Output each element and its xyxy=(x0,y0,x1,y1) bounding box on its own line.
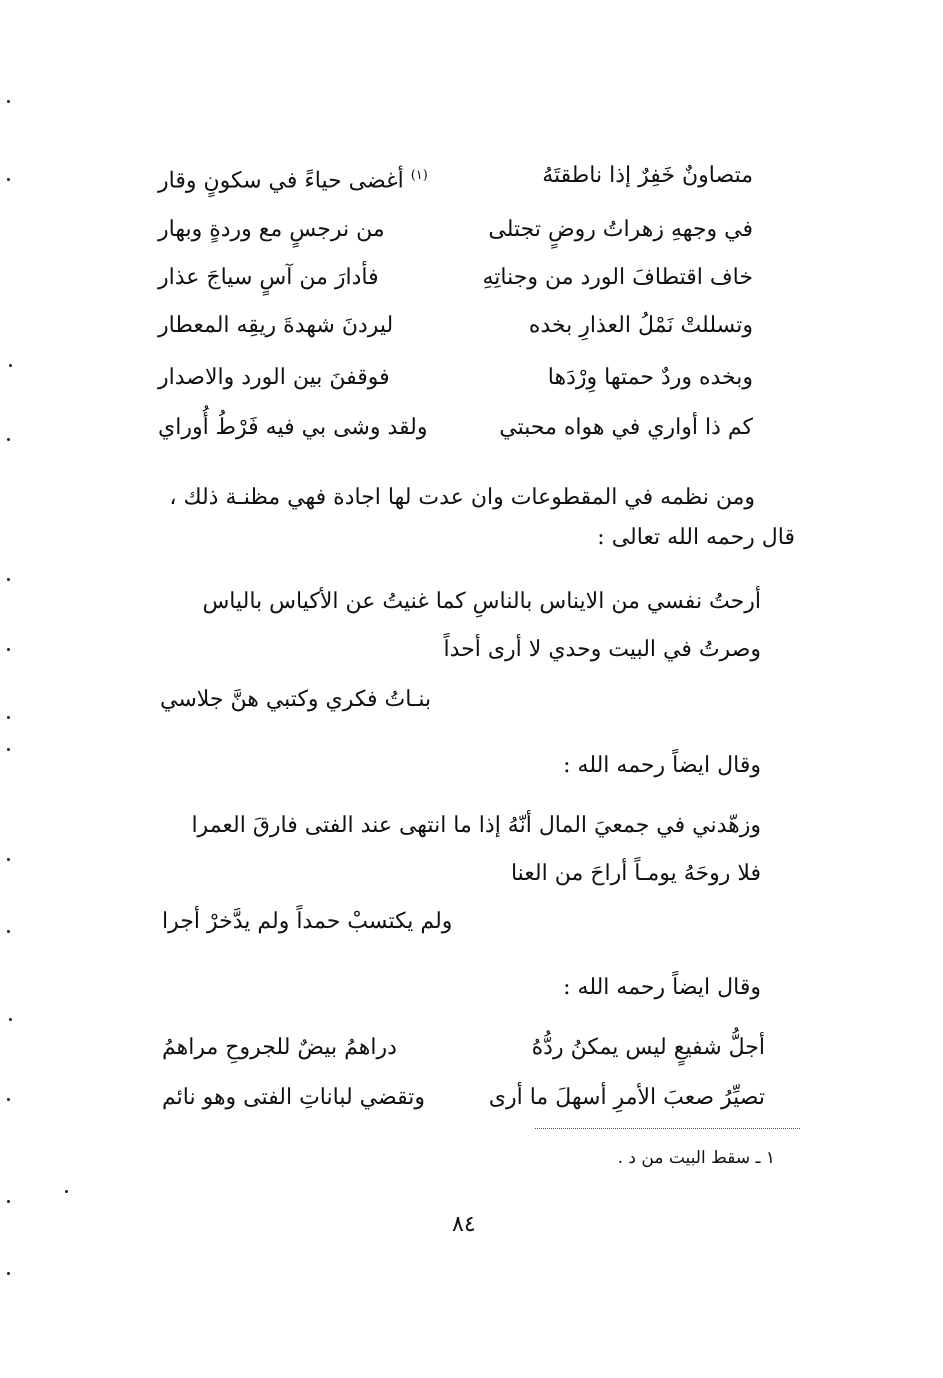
scan-speck xyxy=(65,1190,68,1193)
page-number: ٨٤ xyxy=(452,1212,476,1237)
verse-hemistich-left: وتقضي لباناتِ الفتى وهو نائم xyxy=(162,1085,425,1110)
verse-hemistich-left: فأدارَ من آسٍ سياجَ عذار xyxy=(158,265,379,290)
verse-line: وصرتُ في البيت وحدي لا أرى أحداً xyxy=(443,637,761,662)
footnote-divider xyxy=(535,1128,800,1129)
prose-intro-continued: قال رحمه الله تعالى : xyxy=(597,525,795,550)
verse-hemistich-left: من نرجسٍ مع وردةٍ وبهار xyxy=(158,217,385,242)
verse-hemistich-right: وتسللتْ نَمْلُ العذارِ بخده xyxy=(528,313,753,338)
prose-intro: وقال ايضاً رحمه الله : xyxy=(563,753,761,778)
scan-speck xyxy=(7,578,10,581)
verse-hemistich-right: خاف اقتطافَ الورد من وجناتِهِ xyxy=(482,265,753,290)
scan-speck xyxy=(7,438,10,441)
verse-hemistich-right: في وجههِ زهراتُ روضٍ تجتلى xyxy=(488,217,753,242)
verse-hemistich-text: أغضى حياءً في سكونٍ وقار xyxy=(158,168,404,194)
verse-hemistich-left: دراهمُ بيضٌ للجروحِ مراهمُ xyxy=(162,1035,397,1060)
verse-hemistich-right: متصاونٌ خَفِرٌ إذا ناطقتَهُ xyxy=(542,163,753,188)
scan-speck xyxy=(7,858,10,861)
prose-intro: وقال ايضاً رحمه الله : xyxy=(563,975,761,1000)
verse-hemistich-left xyxy=(158,160,428,197)
footnote-ref: (١) xyxy=(410,168,428,183)
prose-intro: ومن نظمه في المقطوعات وان عدت لها اجادة فهي مظنـة ذلك ، xyxy=(169,485,755,510)
verse-hemistich-left: ولقد وشى بي فيه فَرْطُ أُوراي xyxy=(158,415,428,440)
verse-hemistich-right: وبخده وردٌ حمتها وِرْدَها xyxy=(547,365,753,390)
verse-line: ولم يكتسبْ حمداً ولم يدَّخرْ أجرا xyxy=(162,909,453,934)
scan-speck xyxy=(9,1018,12,1021)
scan-speck xyxy=(7,1200,10,1203)
verse-hemistich-right: كم ذا أواري في هواه محبتي xyxy=(499,415,753,440)
verse-line: أرحتُ نفسي من الايناس بالناسِ كما غنيتُ عن الأكياس بالياس xyxy=(202,589,761,614)
verse-line: بنـاتُ فكري وكتبي هنَّ جلاسي xyxy=(160,687,432,712)
verse-line: فلا روحَهُ يومـاً أراحَ من العنا xyxy=(510,861,761,886)
scan-speck xyxy=(7,178,10,181)
scan-speck xyxy=(7,100,10,103)
scan-speck xyxy=(7,648,10,651)
verse-hemistich-right: تصيِّرُ صعبَ الأمرِ أسهلَ ما أرى xyxy=(488,1085,765,1110)
footnote: ١ ـ سقط البيت من د . xyxy=(617,1148,775,1168)
scan-speck xyxy=(7,1098,10,1101)
scan-speck xyxy=(7,716,10,719)
scan-speck xyxy=(7,1272,10,1275)
scan-speck xyxy=(9,364,12,367)
scan-speck xyxy=(7,930,10,933)
verse-hemistich-left: ليردنَ شهدةَ ريقِه المعطار xyxy=(158,313,394,338)
verse-hemistich-right: أجلُّ شفيعٍ ليس يمكنُ ردُّهُ xyxy=(531,1035,765,1060)
scan-speck xyxy=(7,748,10,751)
verse-line: وزهّدني في جمعيَ المال أنّهُ إذا ما انتهى عند الفتى فارقَ العمرا xyxy=(191,813,761,838)
verse-hemistich-left: فوقفنَ بين الورد والاصدار xyxy=(158,365,390,390)
